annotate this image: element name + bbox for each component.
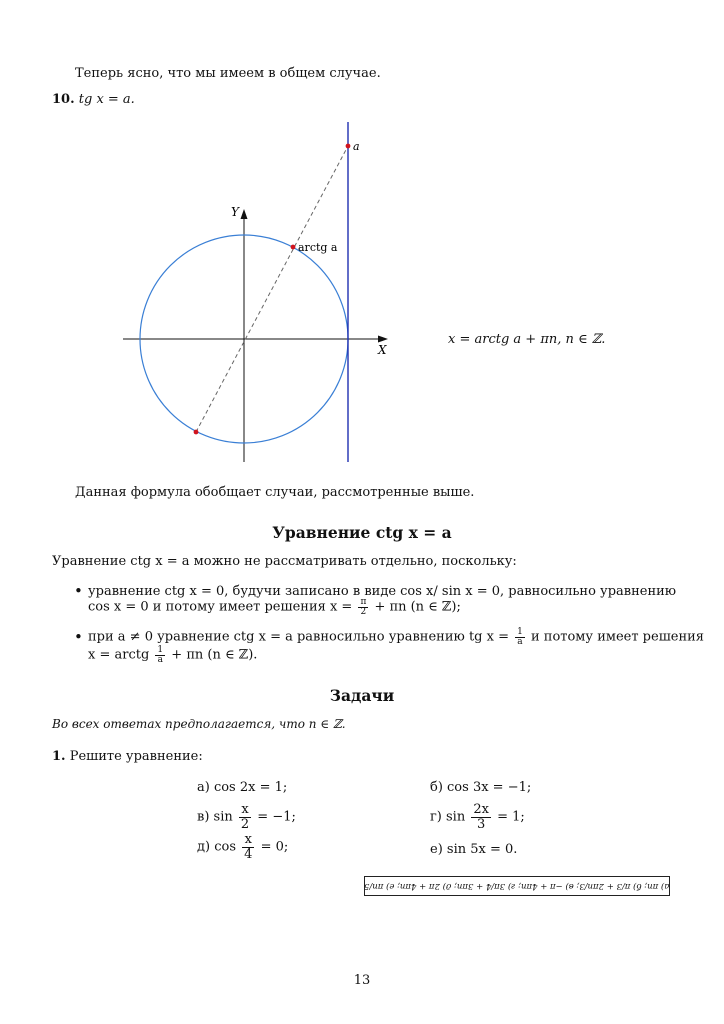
fraction-1-over-a-2 <box>155 646 165 666</box>
bullet-2-line-1-b: и потому имеет решения <box>531 629 705 645</box>
bullet-2-line-2-a: x = arctg <box>88 647 150 663</box>
bullet-1-line-2-a: cos x = 0 и потому имеет решения x = <box>88 599 353 615</box>
bullet-2-symbol: • <box>74 628 83 646</box>
generalize-line: Данная формула обобщает случаи, рассмотренные выше. <box>75 485 475 500</box>
task-1-number: 1. <box>52 749 66 764</box>
task-item-d-post: = 0; <box>260 839 289 855</box>
task-item-g-pre: г) sin <box>430 809 466 825</box>
task-item-g-frac <box>471 803 491 831</box>
y-axis-label: Y <box>231 205 239 219</box>
task-item-d-frac <box>242 833 254 861</box>
section-tasks-title: Задачи <box>329 686 395 705</box>
fraction-1-over-a <box>515 628 525 648</box>
frac-num: x <box>239 803 251 818</box>
unit-circle-figure <box>0 0 724 480</box>
frac-num: π <box>360 597 367 607</box>
frac-den: 2 <box>360 607 367 618</box>
task-item-d <box>197 833 288 861</box>
tasks-note: Во всех ответах предполагается, что n ∈ ℤ. <box>52 717 346 731</box>
bullet-2-line-2-b: + πn (n ∈ ℤ). <box>171 647 258 663</box>
answers-box <box>364 876 670 896</box>
frac-num: 1 <box>517 627 523 637</box>
task-item-a: а) cos 2x = 1; <box>197 780 288 795</box>
point-a-label: a <box>353 140 360 153</box>
bullet-1-line-2 <box>88 598 461 618</box>
frac-den: a <box>517 637 523 648</box>
point-arctg-a <box>291 245 296 250</box>
frac-num: 2x <box>473 802 489 817</box>
frac-den: 2 <box>240 816 250 832</box>
case-10-text: tg x = a. <box>78 92 135 107</box>
bullet-2-line-1 <box>88 628 704 648</box>
case-10-number: 10. <box>52 92 75 107</box>
task-item-d-pre: д) cos <box>197 839 236 855</box>
formula-general: x = arctg a + πn, n ∈ ℤ. <box>448 332 606 347</box>
frac-num: 1 <box>157 645 164 655</box>
intro-line: Теперь ясно, что мы имеем в общем случае. <box>75 66 381 81</box>
task-item-g <box>430 803 525 831</box>
page-number: 13 <box>353 973 371 988</box>
bullet-1-symbol: • <box>74 582 83 600</box>
section-ctg-intro: Уравнение ctg x = a можно не рассматривать отдельно, поскольку: <box>52 554 517 569</box>
task-item-v-frac <box>239 803 251 831</box>
frac-den: 3 <box>477 816 486 832</box>
point-arctg-label: arctg a <box>298 241 338 254</box>
task-item-e: е) sin 5x = 0. <box>430 842 518 857</box>
task-item-v-post: = −1; <box>257 809 296 825</box>
point-a <box>346 144 351 149</box>
y-axis-arrow <box>241 209 248 219</box>
bullet-2-line-2 <box>88 646 257 666</box>
fraction-pi-over-2 <box>358 598 368 618</box>
frac-den: a <box>157 655 163 666</box>
x-axis-label: X <box>378 343 387 357</box>
frac-num: x <box>242 833 254 848</box>
answers-text-upside-down: а) πn; б) π/3 + 2πn/3; в) −π + 4πn; г) 3π/4 + 3πn; д) 2π + 4πn; е) πn/5 <box>364 881 670 891</box>
point-opposite <box>194 430 199 435</box>
task-item-g-post: = 1; <box>497 809 525 825</box>
x-axis-arrow <box>378 336 388 343</box>
task-item-v <box>197 803 296 831</box>
task-item-v-pre: в) sin <box>197 809 233 825</box>
task-1-text: Решите уравнение: <box>69 749 203 764</box>
bullet-2-line-1-a: при a ≠ 0 уравнение ctg x = a равносильно уравнению tg x = <box>88 629 509 645</box>
frac-den: 4 <box>244 846 253 862</box>
task-item-b: б) cos 3x = −1; <box>430 780 532 795</box>
task-1 <box>52 749 203 764</box>
section-ctg-title: Уравнение ctg x = a <box>272 523 452 542</box>
bullet-1-line-2-b: + πn (n ∈ ℤ); <box>374 599 461 615</box>
bullet-1-line-1: уравнение ctg x = 0, будучи записано в виде cos x/ sin x = 0, равносильно уравнению <box>88 584 677 599</box>
dashed-ray <box>196 146 348 432</box>
